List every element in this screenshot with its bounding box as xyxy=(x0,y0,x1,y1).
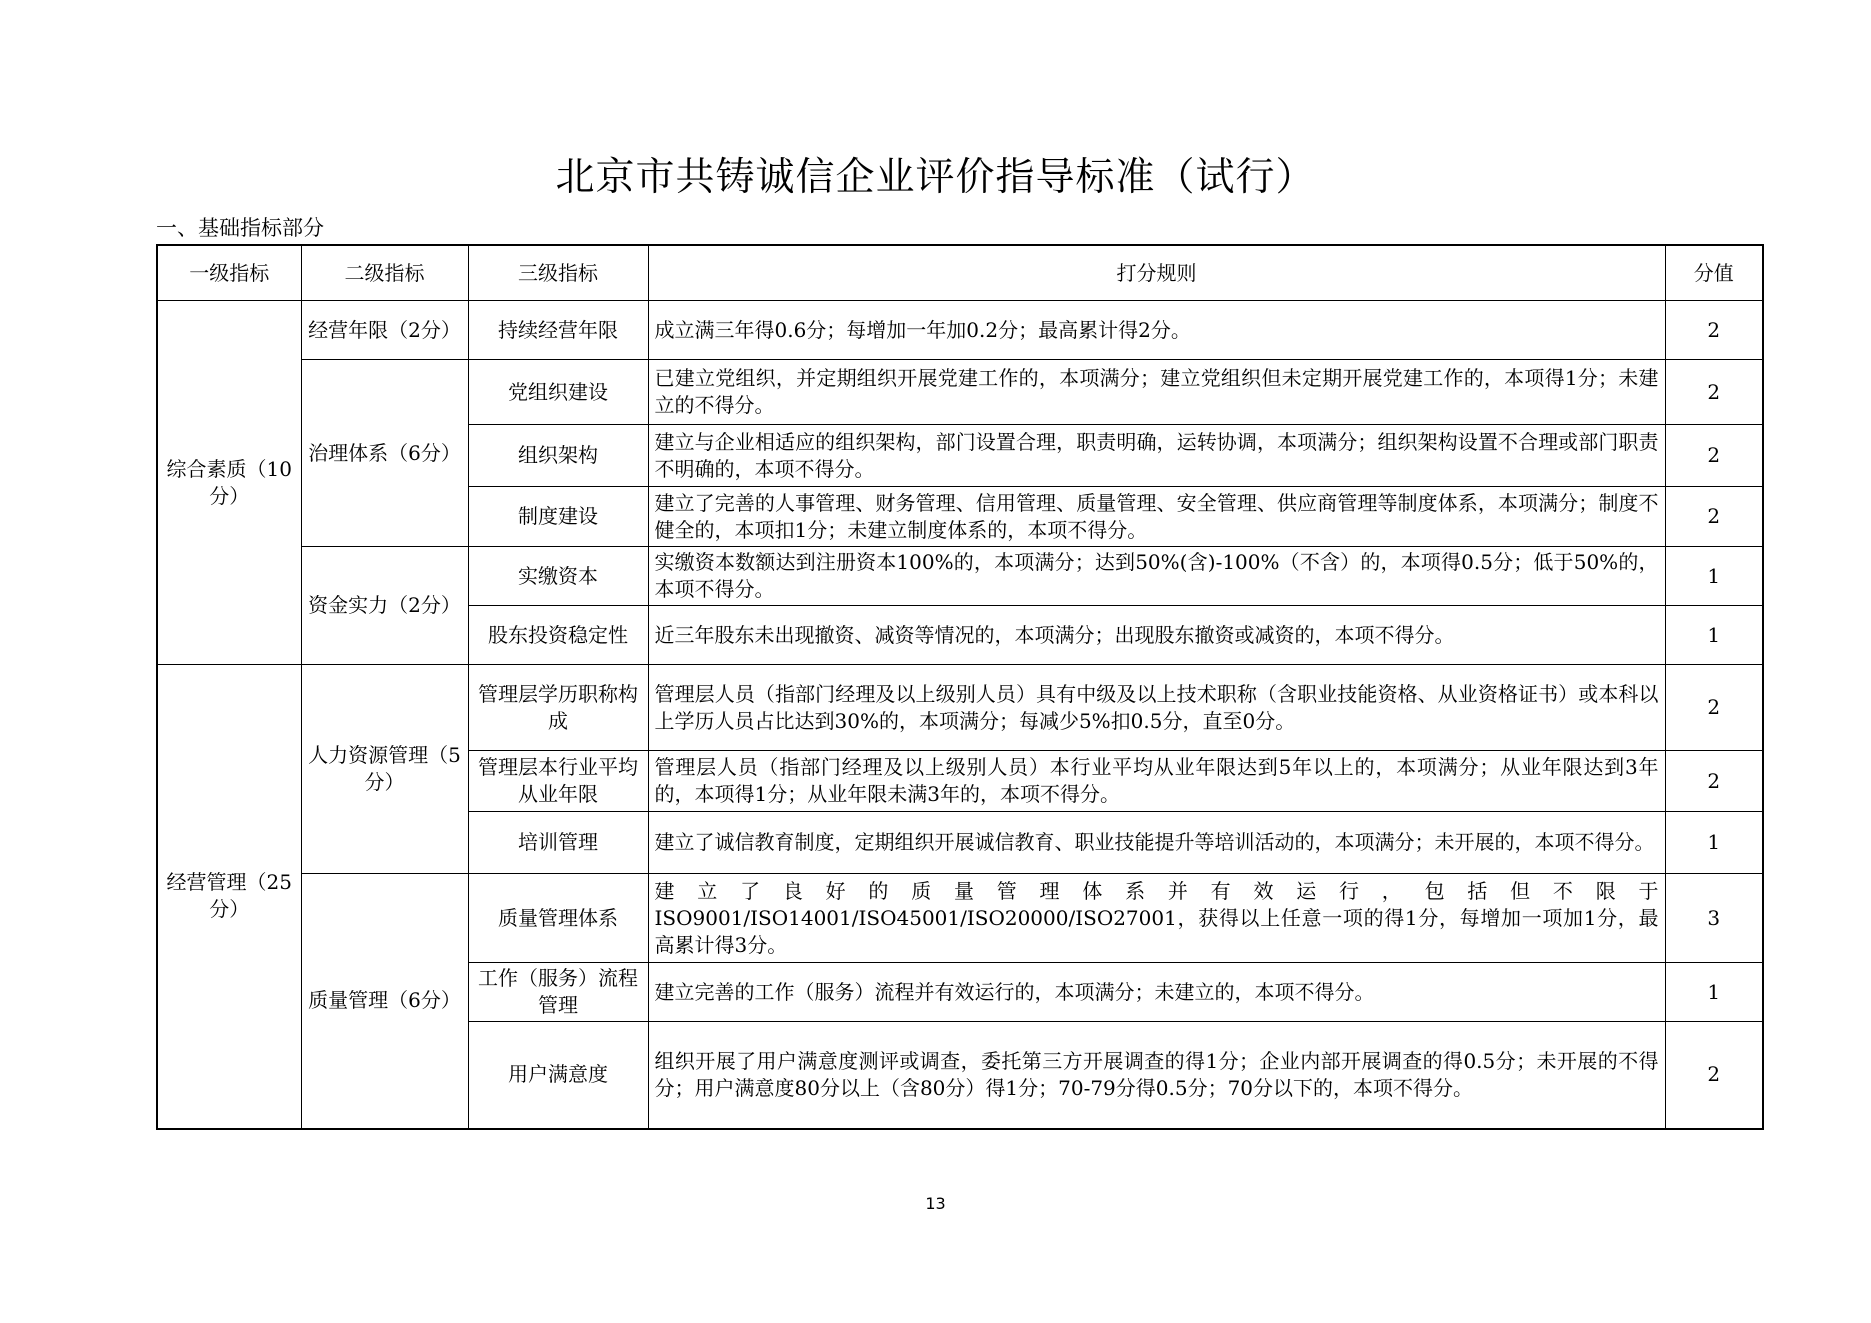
score-cell: 2 xyxy=(1665,1022,1763,1129)
rule-cell: 建立了诚信教育制度，定期组织开展诚信教育、职业技能提升等培训活动的，本项满分；未开展的，本项不得分。 xyxy=(648,812,1665,874)
level3-cell: 制度建设 xyxy=(468,487,648,547)
page-title: 北京市共铸诚信企业评价指导标准（试行） xyxy=(555,155,1316,200)
level3-cell: 组织架构 xyxy=(468,425,648,487)
rule-cell: 建立了良好的质量管理体系并有效运行，包括但不限于ISO9001/ISO14001/ISO45001/ISO20000/ISO27001，获得以上任意一项的得1分，每增加一项加1分，最高累计得3分。 xyxy=(648,874,1665,963)
rule-cell: 管理层人员（指部门经理及以上级别人员）本行业平均从业年限达到5年以上的，本项满分；从业年限达到3年的，本项得1分；从业年限未满3年的，本项不得分。 xyxy=(648,751,1665,812)
rule-cell: 建立完善的工作（服务）流程并有效运行的，本项满分；未建立的，本项不得分。 xyxy=(648,963,1665,1022)
rule-cell: 实缴资本数额达到注册资本100%的，本项满分；达到50%(含)-100%（不含）的，本项得0.5分；低于50%的，本项不得分。 xyxy=(648,547,1665,606)
table-header-row xyxy=(157,245,1763,301)
rule-cell: 建立了完善的人事管理、财务管理、信用管理、质量管理、安全管理、供应商管理等制度体系，本项满分；制度不健全的，本项扣1分；未建立制度体系的，本项不得分。 xyxy=(648,487,1665,547)
table-row xyxy=(157,874,1763,963)
level3-cell: 实缴资本 xyxy=(468,547,648,606)
level1-cell: 经营管理（25分） xyxy=(157,665,301,1129)
scoring-table xyxy=(156,244,1764,1130)
level3-cell: 用户满意度 xyxy=(468,1022,648,1129)
level2-cell: 治理体系（6分） xyxy=(301,360,468,547)
level3-cell: 培训管理 xyxy=(468,812,648,874)
page-number: 13 xyxy=(925,1194,946,1213)
score-cell: 2 xyxy=(1665,360,1763,425)
level1-cell: 综合素质（10分） xyxy=(157,301,301,665)
rule-cell: 建立与企业相适应的组织架构，部门设置合理，职责明确，运转协调，本项满分；组织架构设置不合理或部门职责不明确的，本项不得分。 xyxy=(648,425,1665,487)
header-rule: 打分规则 xyxy=(648,245,1665,301)
level3-cell: 管理层学历职称构成 xyxy=(468,665,648,751)
header-score: 分值 xyxy=(1665,245,1763,301)
level2-cell: 质量管理（6分） xyxy=(301,874,468,1129)
level3-cell: 管理层本行业平均从业年限 xyxy=(468,751,648,812)
table-row xyxy=(157,360,1763,425)
score-cell: 2 xyxy=(1665,751,1763,812)
rule-cell: 管理层人员（指部门经理及以上级别人员）具有中级及以上技术职称（含职业技能资格、从业资格证书）或本科以上学历人员占比达到30%的，本项满分；每减少5%扣0.5分，直至0分。 xyxy=(648,665,1665,751)
level2-cell: 经营年限（2分） xyxy=(301,301,468,360)
table-row xyxy=(157,301,1763,360)
header-level1: 一级指标 xyxy=(157,245,301,301)
score-cell: 1 xyxy=(1665,606,1763,665)
level3-cell: 股东投资稳定性 xyxy=(468,606,648,665)
score-cell: 1 xyxy=(1665,547,1763,606)
table-row xyxy=(157,665,1763,751)
level2-cell: 人力资源管理（5分） xyxy=(301,665,468,874)
score-cell: 1 xyxy=(1665,963,1763,1022)
level3-cell: 党组织建设 xyxy=(468,360,648,425)
table-row xyxy=(157,547,1763,606)
level3-cell: 持续经营年限 xyxy=(468,301,648,360)
rule-cell: 已建立党组织，并定期组织开展党建工作的，本项满分；建立党组织但未定期开展党建工作的，本项得1分；未建立的不得分。 xyxy=(648,360,1665,425)
score-cell: 1 xyxy=(1665,812,1763,874)
section-heading: 一、基础指标部分 xyxy=(156,216,324,240)
score-cell: 2 xyxy=(1665,487,1763,547)
rule-cell: 成立满三年得0.6分；每增加一年加0.2分；最高累计得2分。 xyxy=(648,301,1665,360)
rule-cell: 组织开展了用户满意度测评或调查，委托第三方开展调查的得1分；企业内部开展调查的得0.5分；未开展的不得分；用户满意度80分以上（含80分）得1分；70-79分得0.5分；70分以下的，本项不得分。 xyxy=(648,1022,1665,1129)
level3-cell: 质量管理体系 xyxy=(468,874,648,963)
score-cell: 2 xyxy=(1665,301,1763,360)
level2-cell: 资金实力（2分） xyxy=(301,547,468,665)
score-cell: 2 xyxy=(1665,665,1763,751)
header-level3: 三级指标 xyxy=(468,245,648,301)
score-cell: 3 xyxy=(1665,874,1763,963)
header-level2: 二级指标 xyxy=(301,245,468,301)
rule-cell: 近三年股东未出现撤资、减资等情况的，本项满分；出现股东撤资或减资的，本项不得分。 xyxy=(648,606,1665,665)
level3-cell: 工作（服务）流程管理 xyxy=(468,963,648,1022)
score-cell: 2 xyxy=(1665,425,1763,487)
